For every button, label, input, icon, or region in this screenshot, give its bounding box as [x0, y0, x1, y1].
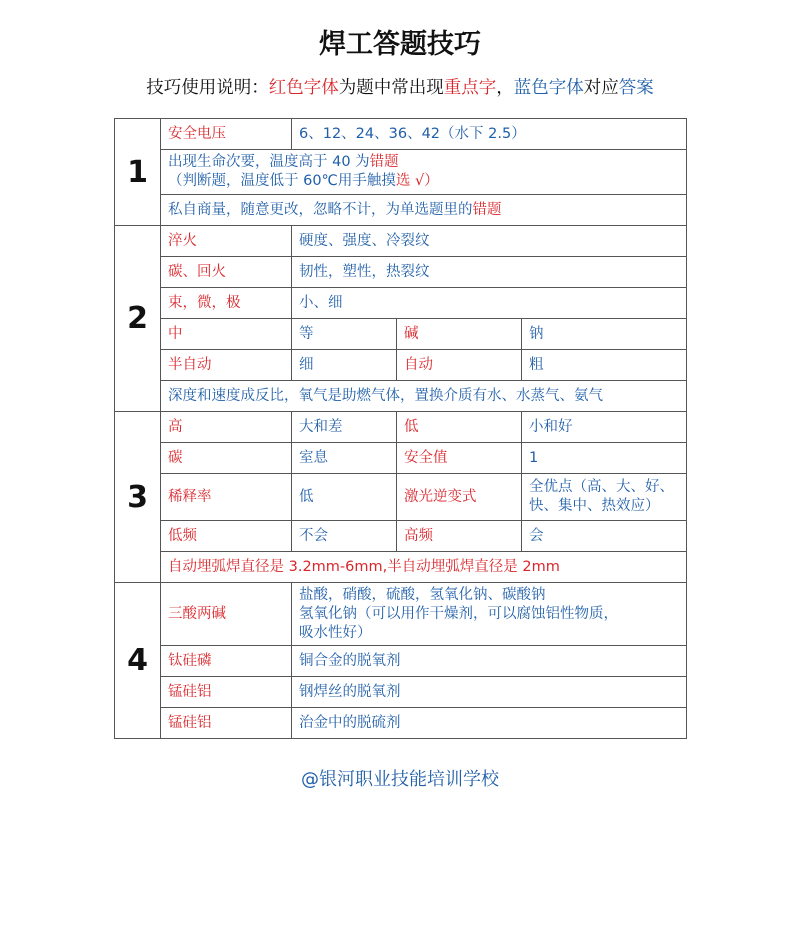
- key-cell: 安全值: [397, 443, 522, 474]
- key-cell: 低频: [161, 521, 292, 552]
- usage-mid: 为题中常出现: [338, 78, 444, 98]
- answer-cell: 全优点（高、大、好、快、集中、热效应）: [522, 474, 687, 521]
- key-cell: 低: [397, 412, 522, 443]
- table-row: [115, 195, 687, 226]
- key-cell: 淬火: [161, 226, 292, 257]
- answer-label: 答案: [618, 78, 654, 98]
- table-row: [115, 443, 687, 474]
- note-text: 出现生命次要，温度高于 40 为: [168, 154, 370, 170]
- key-word-label: 重点字: [443, 78, 497, 98]
- note-cell: [161, 195, 687, 226]
- answer-line: 吸水性好）: [299, 624, 372, 641]
- table-row: [115, 677, 687, 708]
- table-row: [115, 412, 687, 443]
- key-cell: 碳、回火: [161, 257, 292, 288]
- note-cell: 自动埋弧焊直径是 3.2mm-6mm,半自动埋弧焊直径是 2mm: [161, 552, 687, 583]
- key-cell: 锰硅铝: [161, 677, 292, 708]
- key-cell: 中: [161, 319, 292, 350]
- note-cell: [161, 150, 687, 195]
- key-cell: 半自动: [161, 350, 292, 381]
- key-cell: 三酸两碱: [161, 583, 292, 646]
- answer-cell: 铜合金的脱氧剂: [292, 646, 687, 677]
- table-row: [115, 150, 687, 195]
- table-row: [115, 646, 687, 677]
- usage-note: [0, 74, 800, 99]
- answer-cell: 小和好: [522, 412, 687, 443]
- key-cell: 自动: [397, 350, 522, 381]
- table-row: [115, 381, 687, 412]
- answer-cell: 等: [292, 319, 397, 350]
- key-cell: 高频: [397, 521, 522, 552]
- answer-cell: 室息: [292, 443, 397, 474]
- answer-cell: 韧性，塑性，热裂纹: [292, 257, 687, 288]
- key-text: 错题: [369, 154, 399, 170]
- key-cell: 碱: [397, 319, 522, 350]
- answer-cell: 大和差: [292, 412, 397, 443]
- tips-table: [114, 118, 687, 739]
- key-cell: 稀释率: [161, 474, 292, 521]
- key-cell: 束，微，极: [161, 288, 292, 319]
- table-row: [115, 521, 687, 552]
- footer-credit: @银河职业技能培训学校: [301, 769, 499, 790]
- table-row: [115, 226, 687, 257]
- table-row: [115, 350, 687, 381]
- key-text: 选: [395, 173, 411, 189]
- key-cell: 安全电压: [161, 119, 292, 150]
- table-row: [115, 288, 687, 319]
- usage-corresponds: 对应: [583, 78, 619, 98]
- answer-cell: 治金中的脱硫剂: [292, 708, 687, 739]
- answer-cell: 不会: [292, 521, 397, 552]
- answer-cell: 6、12、24、36、42（水下 2.5）: [292, 119, 687, 150]
- usage-prefix: 技巧使用说明：: [146, 78, 269, 98]
- note-text: 私自商量，随意更改，忽略不计，为单选题里的: [168, 201, 473, 218]
- note-cell: 深度和速度成反比，氧气是助燃气体，置换介质有水、水蒸气、氨气: [161, 381, 687, 412]
- answer-cell: 钢焊丝的脱氧剂: [292, 677, 687, 708]
- answer-cell: 细: [292, 350, 397, 381]
- page-title: 焊工答题技巧: [319, 29, 481, 60]
- usage-comma: ，: [496, 78, 514, 98]
- table-row: [115, 257, 687, 288]
- answer-cell: 小、细: [292, 288, 687, 319]
- key-cell: 高: [161, 412, 292, 443]
- key-cell: 激光逆变式: [397, 474, 522, 521]
- key-text: 错题: [472, 201, 502, 218]
- answer-cell: 钠: [522, 319, 687, 350]
- table-row: [115, 319, 687, 350]
- section-number: 1: [115, 119, 161, 226]
- answer-cell: 1: [522, 443, 687, 474]
- note-text: （判断题，温度低于 60℃用手触摸: [168, 173, 396, 189]
- key-cell: 碳: [161, 443, 292, 474]
- table-row: [115, 583, 687, 646]
- section-number: 2: [115, 226, 161, 412]
- table-row: [115, 708, 687, 739]
- answer-cell: [292, 583, 687, 646]
- table-row: [115, 552, 687, 583]
- table-row: [115, 119, 687, 150]
- answer-cell: 会: [522, 521, 687, 552]
- answer-cell: 粗: [522, 350, 687, 381]
- check-mark: √）: [410, 173, 439, 189]
- blue-font-label: 蓝色字体: [513, 78, 584, 98]
- answer-cell: 硬度、强度、冷裂纹: [292, 226, 687, 257]
- answer-line: 氢氧化钠（可以用作干燥剂，可以腐蚀铝性物质，: [299, 605, 618, 622]
- red-font-label: 红色字体: [268, 78, 339, 98]
- answer-line: 盐酸，硝酸，硫酸，氢氧化钠、碳酸钠: [299, 586, 546, 603]
- table-row: [115, 474, 687, 521]
- section-number: 3: [115, 412, 161, 583]
- section-number: 4: [115, 583, 161, 739]
- answer-cell: 低: [292, 474, 397, 521]
- key-cell: 锰硅铝: [161, 708, 292, 739]
- key-cell: 钛硅磷: [161, 646, 292, 677]
